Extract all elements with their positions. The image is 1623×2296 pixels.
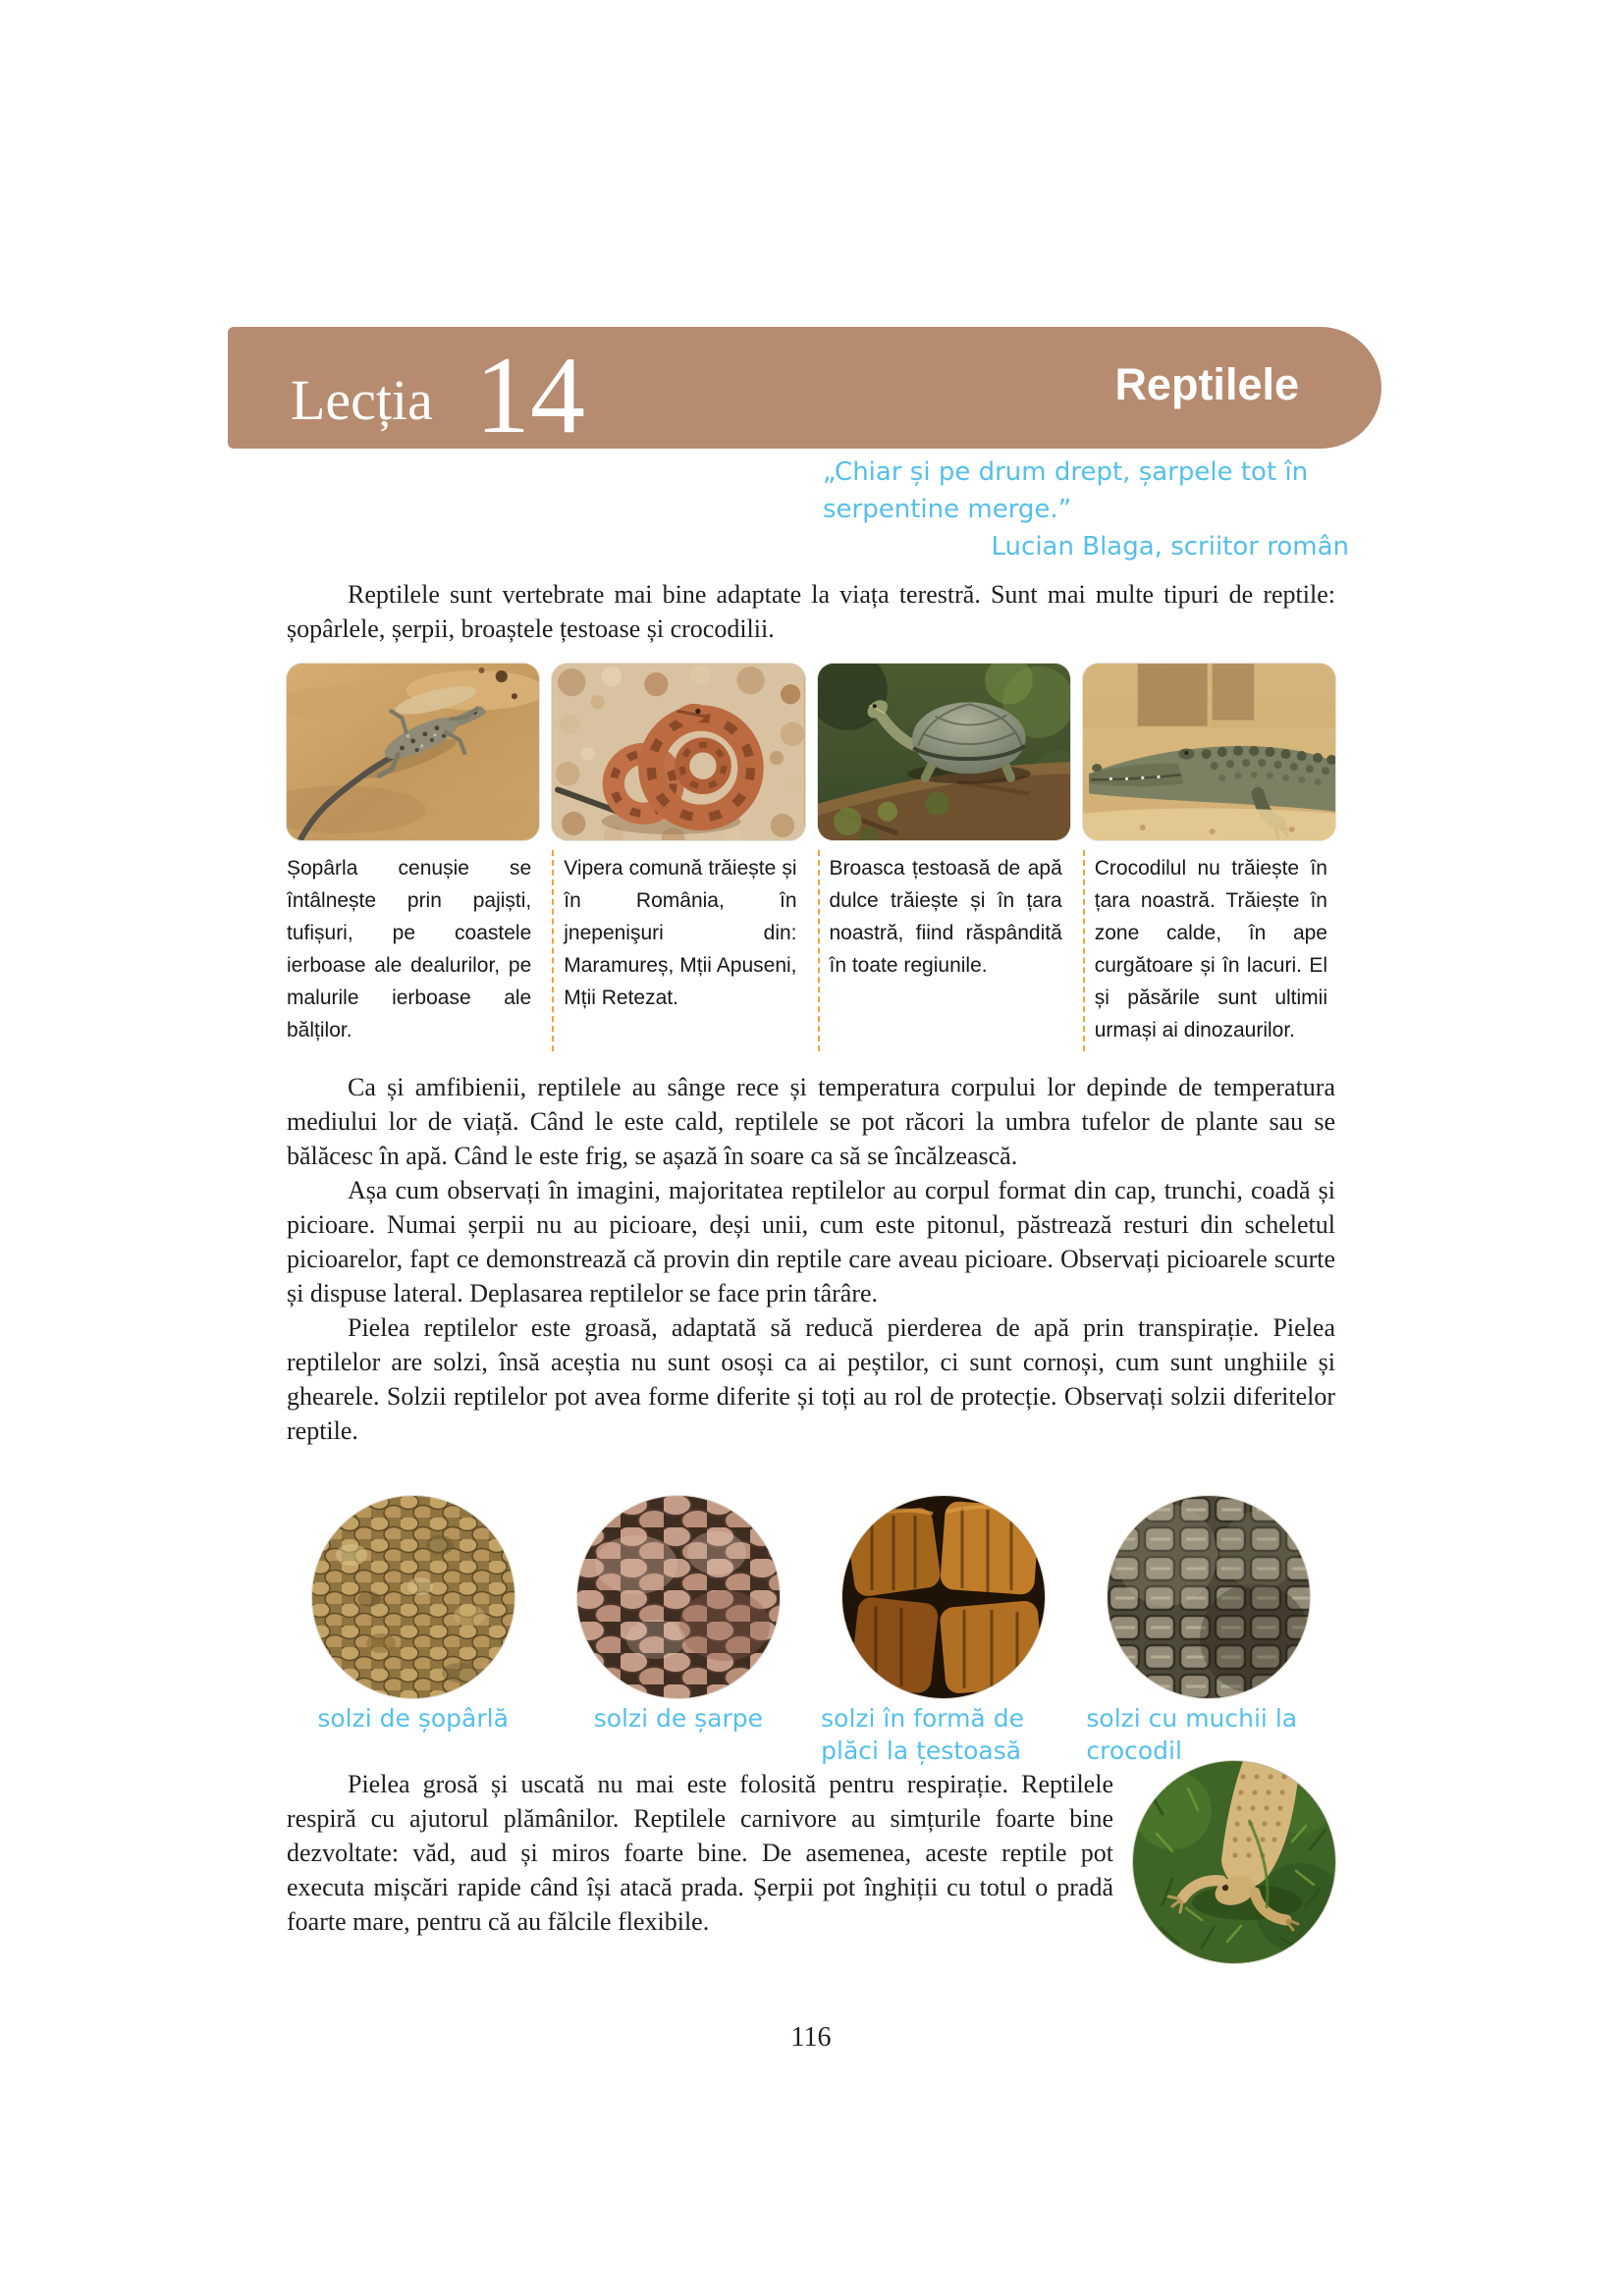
scale-caption-crocodile: solzi cu muchii la crocodil [1086,1704,1298,1765]
gray-lizard-photo [287,664,539,840]
paragraph-skin: Pielea reptilelor este groasă, adaptată să reducă pierderea de apă prin transpirație. Pielea reptilelor are solzi, însă aceștia nu sunt osoși ca ai peștilor, ci sunt cornoși, cum sunt unghiile și ghearele. Solzii reptilelor pot avea forme diferite și toți au rol de protecție. Observați solzii diferitelor reptile. [287,1313,1335,1445]
page-number: 116 [790,2022,832,2053]
scale-figures-section [287,1496,1335,1767]
intro-paragraph: Reptilele sunt vertebrate mai bine adaptate la viața terestră. Sunt mai multe tipuri de reptile: șopârlele, șerpii, broaștele țestoase și crocodilii. [287,580,1335,643]
final-paragraph-block [287,1767,1335,1975]
lesson-banner [228,327,1381,456]
scale-caption-snake: solzi de șarpe [593,1704,764,1733]
quote-line-2: serpentine merge.” [823,495,1072,524]
turtle-plates-photo [842,1496,1045,1698]
figure-caption-viper: Vipera comună trăiește și în România, în jnepenişuri din: Maramureș, Mții Apuseni, Mții Retezat. [552,850,804,1051]
scale-photo-row [287,1496,1335,1698]
crocodile-photo [1083,664,1335,840]
paragraph-body-shape: Așa cum observați în imagini, majoritatea reptilelor au corpul format din cap, trunchi, coadă și picioare. Numai șerpii nu au picioare, deși unii, cum este pitonul, păstrează resturi din scheletul picioarelor, fapt ce demonstrează că provin din reptile care aveau picioare. Observați picioarele scurte și dispuse lateral. Deplasarea reptilelor se face prin târâre. [287,1176,1335,1308]
pond-turtle-photo [818,664,1070,840]
lesson-label: Lecția [291,368,433,432]
scale-caption-lizard: solzi de șopârlă [317,1704,509,1733]
figure-caption-lizard: Șopârla cenușie se întâlnește prin pajiști, tufișuri, pe coastele ierboase ale dealurilor, pe malurile ierboase ale bălților. [287,857,532,1041]
quote-line-1: „Chiar și pe drum drept, șarpele tot în [823,457,1309,487]
lizard-scales-photo [312,1496,514,1698]
reptile-caption-row [287,850,1335,1051]
lesson-number: 14 [475,335,585,456]
scale-caption-turtle: solzi în formă de plăci la țestoasă [821,1704,1024,1765]
common-viper-photo [552,664,804,840]
paragraph-cold-blood: Ca și amfibienii, reptilele au sânge rece și temperatura corpului lor depinde de temperatura mediului lor de viață. Când le este cald, reptilele se pot răcori la umbra tufelor de plante sau se bălăcesc în apă. Când le este frig, se așază în soare ca să se încălzească. [287,1073,1335,1170]
figure-caption-crocodile: Crocodilul nu trăiește în țara noastră. Trăiește în zone calde, în ape curgătoare și în lacuri. El și păsările sunt ultimii urmași ai dinozaurilor. [1083,850,1335,1051]
reptile-figures-section [287,664,1335,1051]
snake-scales-photo [577,1496,780,1698]
quote-attribution: Lucian Blaga, scriitor român [991,532,1349,561]
body-paragraphs [287,1070,1335,1448]
epigraph-quote [823,454,1388,565]
lizard-on-grass-photo [1133,1761,1335,1963]
lesson-title: Reptilele [1114,359,1299,409]
crocodile-scales-photo [1108,1496,1310,1698]
scale-caption-row [287,1702,1335,1767]
reptile-photo-row [287,664,1335,840]
figure-caption-turtle: Broasca țestoasă de apă dulce trăiește și în țara noastră, fiind răspândită în toate regiunile. [818,850,1070,1051]
paragraph-breathing: Pielea grosă și uscată nu mai este folosită pentru respirație. Reptilele respiră cu ajutorul plămânilor. Reptilele carnivore au simțurile foarte bine dezvoltate: văd, aud și miros foarte bine. De asemenea, aceste reptile pot executa mișcări rapide când își atacă prada. Șerpii pot înghiții cu totul o pradă foarte mare, pentru că au fălcile flexibile. [287,1770,1113,1936]
